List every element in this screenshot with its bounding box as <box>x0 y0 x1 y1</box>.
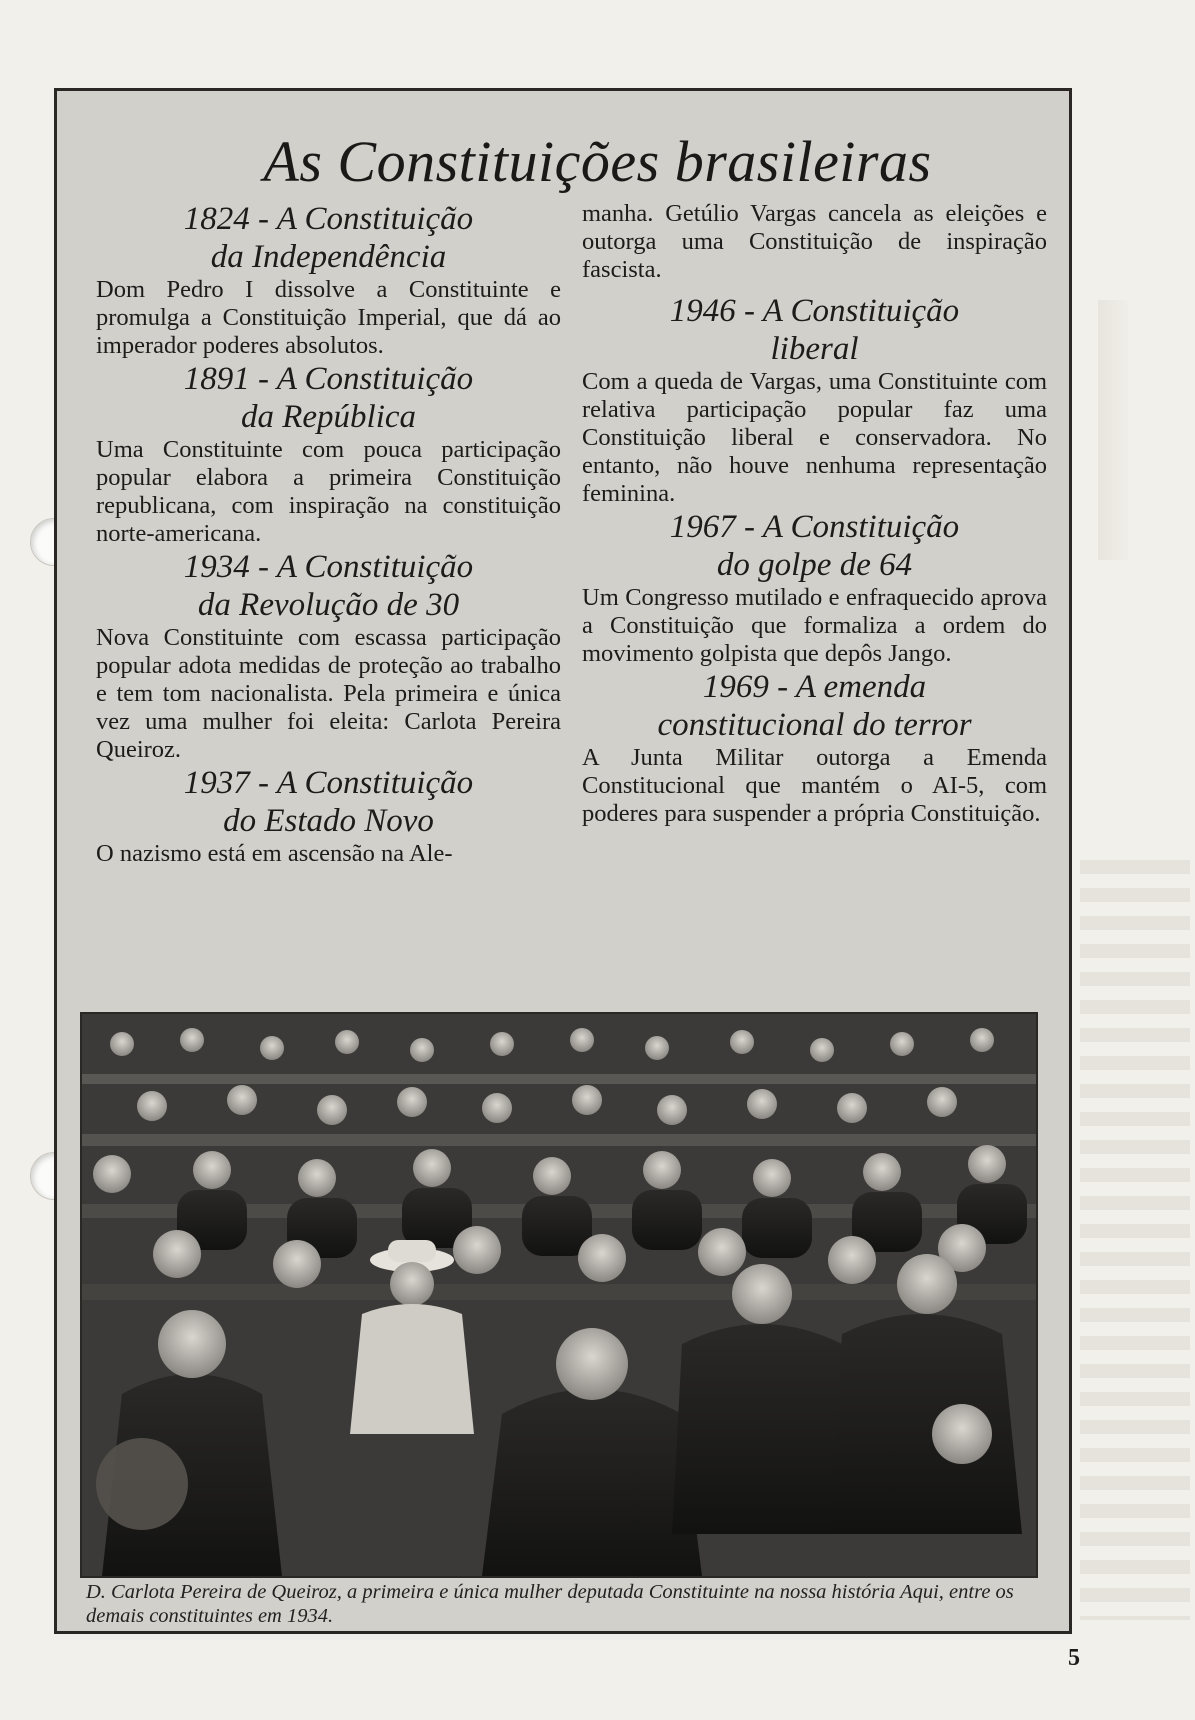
heading-line: do golpe de 64 <box>716 547 913 583</box>
heading-line: do Estado Novo <box>223 803 434 839</box>
continuation-text: manha. Getúlio Vargas cancela as eleições e outorga uma Constituição de inspiração fascista. <box>582 200 1047 283</box>
heading-line: liberal <box>770 331 859 367</box>
assembly-photo-illustration <box>82 1014 1036 1576</box>
section-1946 <box>582 292 1047 508</box>
heading-line: 1946 - A Constituição <box>669 293 960 329</box>
heading-line: 1967 - A Constituição <box>669 509 960 545</box>
section-1969 <box>582 668 1047 828</box>
section-text: O nazismo está em ascensão na Ale- <box>96 840 453 867</box>
heading-line: 1891 - A Constituição <box>183 361 474 397</box>
left-column <box>96 200 561 868</box>
right-column <box>582 200 1047 828</box>
section-1891 <box>96 360 561 548</box>
page-number: 5 <box>1068 1645 1080 1671</box>
heading-line: da República <box>240 399 417 435</box>
assembly-photo <box>80 1012 1038 1578</box>
page-bleed-through <box>1080 860 1190 1620</box>
section-1824 <box>96 200 561 360</box>
section-heading <box>96 360 561 436</box>
page-title: As Constituições brasileiras <box>263 129 932 194</box>
section-text: Dom Pedro I dissolve a Constituinte e promulga a Constituição Imperial, que dá ao imperador poderes absolutos. <box>96 276 561 359</box>
section-heading <box>582 292 1047 368</box>
section-text: Com a queda de Vargas, uma Constituinte com relativa participação popular faz uma Constituição liberal e conservadora. No entanto, não houve nenhuma representação feminina. <box>582 368 1047 507</box>
heading-line: da Revolução de 30 <box>197 587 460 623</box>
section-text: Nova Constituinte com escassa participação popular adota medidas de proteção ao trabalho e tem tom nacionalista. Pela primeira e única vez uma mulher foi eleita: Carlota Pereira Queiroz. <box>96 624 561 763</box>
heading-line: 1934 - A Constituição <box>183 549 474 585</box>
heading-line: 1937 - A Constituição <box>183 765 474 801</box>
heading-line: 1969 - A emenda <box>702 669 927 705</box>
heading-line: 1824 - A Constituição <box>183 201 474 237</box>
heading-line: constitucional do terror <box>657 707 972 743</box>
section-heading <box>582 668 1047 744</box>
section-heading <box>96 548 561 624</box>
section-text: Uma Constituinte com pouca participação popular elabora a primeira Constituição republicana, com inspiração na constituição norte-americana. <box>96 436 561 547</box>
section-1934 <box>96 548 561 764</box>
heading-line: da Independência <box>210 239 447 275</box>
section-1967 <box>582 508 1047 668</box>
section-text: A Junta Militar outorga a Emenda Constitucional que mantém o AI-5, com poderes para suspender a própria Constituição. <box>582 744 1047 827</box>
page-bleed-through-top <box>1098 300 1128 560</box>
section-text: Um Congresso mutilado e enfraquecido aprova a Constituição que formaliza a ordem do movimento golpista que depôs Jango. <box>582 584 1047 667</box>
section-heading <box>96 764 561 840</box>
section-heading <box>96 200 561 276</box>
section-heading <box>582 508 1047 584</box>
section-1937 <box>96 764 561 868</box>
photo-caption: D. Carlota Pereira de Queiroz, a primeira e única mulher deputada Constituinte na nossa história Aqui, entre os demais constituintes em 1934. <box>86 1581 1014 1627</box>
